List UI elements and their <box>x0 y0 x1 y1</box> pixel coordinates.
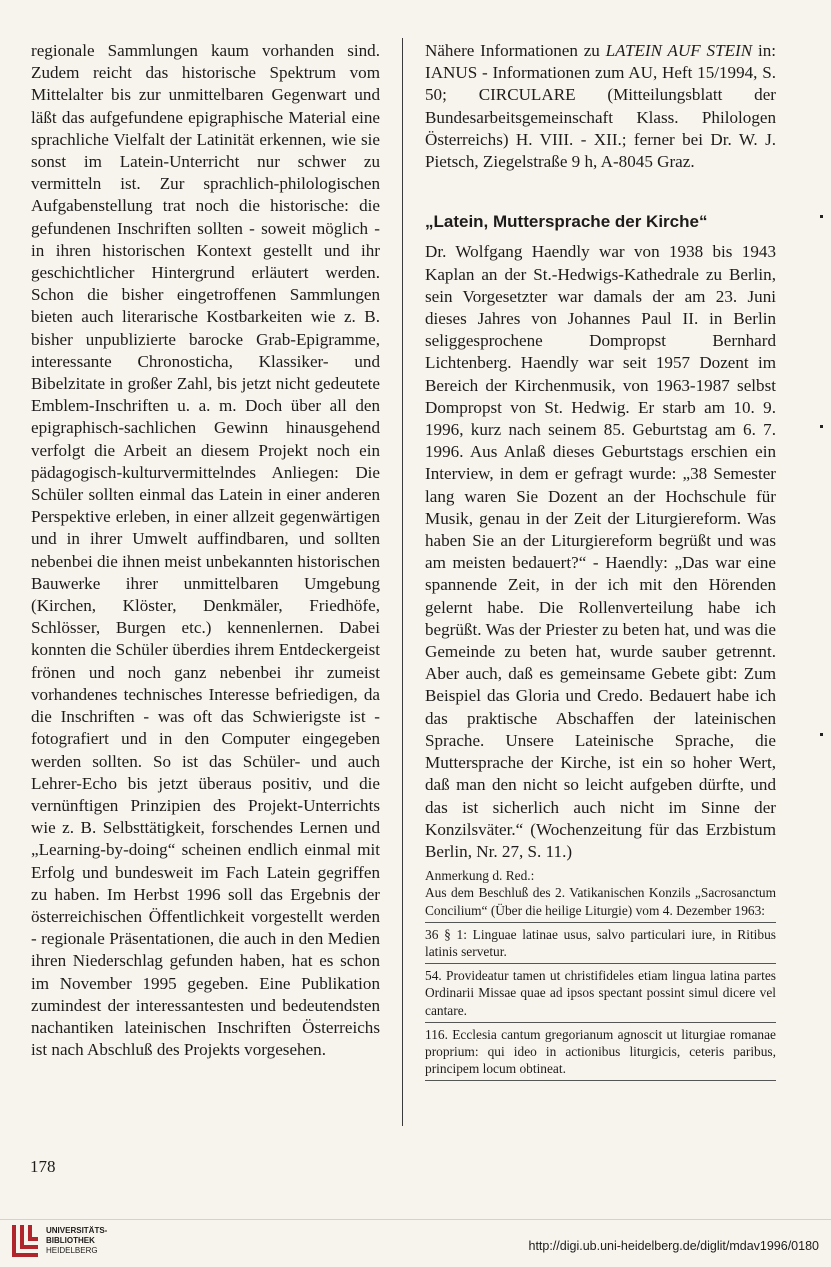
note-separator <box>425 1022 776 1023</box>
logo-line: BIBLIOTHEK <box>46 1236 95 1245</box>
info-text-start: Nähere Informationen zu <box>425 41 606 60</box>
left-column-text: regionale Sammlungen kaum vorhanden sind. Zudem reicht das historische Spektrum vom Mittelalter bis zur unmittelbaren Gegenwart und läßt das aufgefundene epigraphische Material eine sprachliche Vielfalt der Latinität erkennen, wie sie sonst im Latein-Unterricht nur schwer zu vermitteln ist. Zur sprachlich-philologischen Aufgabenstellung trat noch die historische: die gefundenen Inschriften sollten - soweit möglich - in ihren historischen Kontext gestellt und ihr geschichtlicher Hintergrund erläutert werden. Schon die bisher eingetroffenen Sammlungen bieten auch literarische Kostbarkeiten wie z. B. bisher unpublizierte barocke Grab-Epigramme, interessante Chronosticha, Klassiker- und Bibelzitate in großer Zahl, bis jetzt nicht gedeutete Emblem-Inschriften u. a. m. Doch über all den epigraphisch-sachlichen Gewinn hinausgehend verfolgt die Arbeit an diesem Projekt noch ein pädagogisch-kulturvermittelndes Anliegen: Die Schüler sollten einmal das Latein in einer anderen Perspektive erleben, in einer allzeit gegenwärtigen und in ihrer Umwelt auffindbaren, und sollten nebenbei die ihnen meist unbekannten historischen Bauwerke ihrer unmittelbaren Umgebung (Kirchen, Klöster, Denkmäler, Friedhöfe, Schlösser, Burgen etc.) kennenlernen. Dabei konnten die Schüler überdies ihrem Entdeckergeist frönen und noch ganz nebenbei ihr zumeist vorhandenes technisches Interesse befriedigen, da die Inschriften - was oft das Schwierigste ist - fotografiert und in den Computer eingegeben werden sollten. So ist das Schüler- und auch Lehrer-Echo bis jetzt überaus positiv, und die vernünftigen Prinzipien des Projekt-Unterrichts wie z. B. Selbsttätigkeit, forschendes Lernen und „Learning-by-doing“ scheinen endlich einmal mit Erfolg und bundesweit im Fach Latein gegriffen zu haben. Im Herbst 1996 soll das Ergebnis der österreichischen Öffentlichkeit vorgestellt werden - regionale Präsentationen, die auch in den Medien ihren Niederschlag gefunden haben, hat es schon im November 1995 gegeben. Eine Publikation zumindest der interessantesten und bedeutendsten nachantiken lateinischen Inschriften Österreichs ist nach Abschluß des Projekts vorgesehen. <box>31 41 380 1060</box>
right-column <box>425 40 776 1084</box>
note-separator <box>425 963 776 964</box>
info-paragraph <box>425 40 776 173</box>
scan-edge-mark <box>820 425 823 428</box>
library-logo-text <box>46 1226 107 1256</box>
footer-rule <box>0 1219 831 1220</box>
note-separator <box>425 1080 776 1081</box>
logo-line: HEIDELBERG <box>46 1246 98 1255</box>
source-url-link[interactable]: http://digi.ub.uni-heidelberg.de/diglit/mdav1996/0180 <box>528 1239 819 1253</box>
scan-edge-mark <box>820 215 823 218</box>
info-project-title: LATEIN AUF STEIN <box>605 41 753 60</box>
note-separator <box>425 922 776 923</box>
logo-line: UNIVERSITÄTS- <box>46 1226 108 1235</box>
note-header: Anmerkung d. Red.: <box>425 868 535 884</box>
scan-edge-mark <box>820 733 823 736</box>
note-item: 36 § 1: Linguae latinae usus, salvo particulari iure, in Ritibus latinis servetur. <box>425 926 776 959</box>
note-item: 116. Ecclesia cantum gregorianum agnoscit ut liturgiae romanae proprium: qui ideo in actionibus liturgicis, ceteris paribus, principem locum obtineat. <box>425 1026 776 1077</box>
column-divider <box>402 38 403 1126</box>
haendly-paragraph: Dr. Wolfgang Haendly war von 1938 bis 1943 Kaplan an der St.-Hedwigs-Kathedrale zu Berlin, sein Vorgesetzter war damals der am 23. Juni dieses Jahres von Johannes Paul II. in Berlin seliggesprochene Dompropst Bernhard Lichtenberg. Haendly war seit 1957 Dozent im Bereich der Kirchenmusik, von 1963-1987 selbst Dompropst von St. Hedwig. Er starb am 10. 9. 1996, kurz nach seinem 85. Geburtstag am 6. 7. 1996. Aus Anlaß dieses Geburtstags erschien ein Interview, in dem er gefragt wurde: „38 Semester lang waren Sie Dozent an der Hochschule für Musik, genau in der Zeit der Liturgiereform. Was haben Sie an der Liturgiereform begrüßt und was am meisten bedauert?“ - Haendly: „Das war eine spannende Zeit, in der ich mit den Hörenden gelernt habe. Die Rollenverteilung habe ich begrüßt. Was der Priester zu beten hat, und was die Gemeinde zu beten hat, wurde sauber getrennt. Aber auch, daß es gemeinsame Gebete gibt: Zum Beispiel das Gloria und Credo. Bedauert habe ich das praktische Abschaffen der lateinischen Sprache. Unsere Lateinische Sprache, die Muttersprache der Kirche, ist ein so hoher Wert, daß man den nicht so leicht aufgeben dürfte, und das ist sicherlich auch nicht im Sinne der Konzilsväter.“ (Wochenzeitung für das Erzbistum Berlin, Nr. 27, S. 11.) <box>425 242 776 861</box>
info-text-rest: in: IANUS - Informationen zum AU, Heft 15/1994, S. 50; CIRCULARE (Mitteilungsblatt der Bundesarbeitsgemeinschaft Klass. Philologen Österreichs) H. VIII. - XII.; ferner bei Dr. W. J. Pietsch, Ziegelstraße 9 h, A-8045 Graz. <box>425 41 776 172</box>
library-logo-icon <box>8 1223 40 1259</box>
page-number: 178 <box>30 1157 56 1176</box>
section-heading: „Latein, Muttersprache der Kirche“ <box>425 212 708 232</box>
note-intro: Aus dem Beschluß des 2. Vatikanischen Konzils „Sacrosanctum Concilium“ (Über die heilige Liturgie) vom 4. Dezember 1963: <box>425 885 776 918</box>
note-item: 54. Provideatur tamen ut christifideles etiam lingua latina partes Ordinarii Missae quae ad ipsos spectant possint simul dicere vel cantare. <box>425 968 776 1018</box>
library-logo[interactable] <box>8 1223 107 1259</box>
left-column <box>31 40 380 1061</box>
